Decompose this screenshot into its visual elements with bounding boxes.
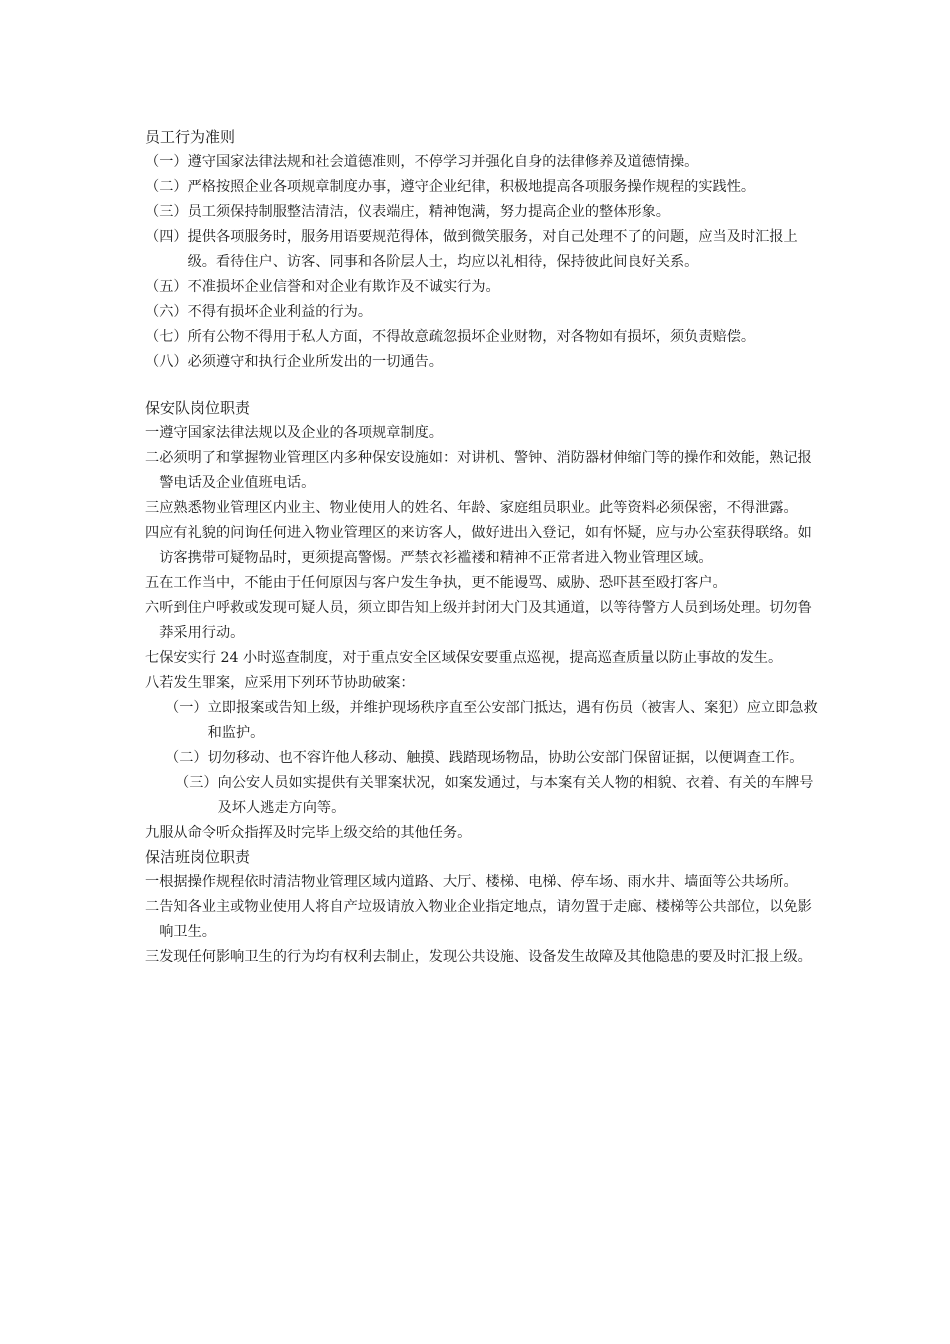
- list-item: [145, 325, 825, 350]
- item-number: （二）: [165, 750, 208, 766]
- item-number: （一）: [145, 154, 188, 170]
- item-text: 告知各业主或物业使用人将自产垃圾请放入物业企业指定地点，请勿置于走廊、楼梯等公共部位，以免影响卫生。: [159, 899, 812, 940]
- list-item: [145, 175, 825, 200]
- list-item: [145, 225, 825, 275]
- list-item: [145, 446, 825, 496]
- item-text: 向公安人员如实提供有关罪案状况，如案发通过，与本案有关人物的相貌、衣着、有关的车牌号及坏人逃走方向等。: [217, 775, 814, 816]
- item-text: 严格按照企业各项规章制度办事，遵守企业纪律，积极地提高各项服务操作规程的实践性。: [187, 179, 756, 195]
- list-item: [145, 350, 825, 375]
- document-body: [145, 126, 825, 970]
- item-text: 必须明了和掌握物业管理区内多种保安设施如：对讲机、警钟、消防器材伸缩门等的操作和效能，熟记报警电话及企业值班电话。: [159, 450, 812, 491]
- item-number: 八: [145, 675, 160, 691]
- section-spacer: [145, 375, 825, 397]
- list-item: [145, 671, 825, 696]
- item-number: 五: [145, 575, 160, 591]
- item-text: 遵守国家法律法规和社会道德准则，不停学习并强化自身的法律修养及道德情操。: [187, 154, 699, 170]
- item-number: （八）: [145, 354, 188, 370]
- list-item: [145, 821, 825, 846]
- list-item: [145, 895, 825, 945]
- list-item: [145, 421, 825, 446]
- item-number: （一）: [165, 700, 208, 716]
- item-text: 提供各项服务时，服务用语要规范得体，做到微笑服务，对自己处理不了的问题，应当及时汇报上级。看待住户、访客、同事和各阶层人士，均应以礼相待，保持彼此间良好关系。: [187, 229, 798, 270]
- item-text: 必须遵守和执行企业所发出的一切通告。: [187, 354, 443, 370]
- item-text: 在工作当中，不能由于任何原因与客户发生争执，更不能谩骂、威胁、恐吓甚至殴打客户。: [159, 575, 727, 591]
- item-number: （三）: [175, 775, 218, 791]
- item-text: 应熟悉物业管理区内业主、物业使用人的姓名、年龄、家庭组员职业。此等资料必须保密，不得泄露。: [159, 500, 798, 516]
- section-title-cleaning-duties: 保洁班岗位职责: [145, 848, 251, 866]
- item-number: （六）: [145, 304, 188, 320]
- section-title-code-of-conduct: 员工行为准则: [145, 128, 236, 146]
- item-number: 七: [145, 650, 160, 666]
- list-item: [145, 496, 825, 521]
- item-number: （四）: [145, 229, 188, 245]
- item-text: 应有礼貌的问询任何进入物业管理区的来访客人，做好进出入登记，如有怀疑，应与办公室获得联络。如访客携带可疑物品时，更须提高警惕。严禁衣衫褴褛和精神不正常者进入物业管理区域。: [159, 525, 812, 566]
- item-text: 不得有损坏企业利益的行为。: [187, 304, 373, 320]
- item-text: 听到住户呼救或发现可疑人员，须立即告知上级并封闭大门及其通道，以等待警方人员到场处理。切勿鲁莽采用行动。: [159, 600, 812, 641]
- list-item: [145, 571, 825, 596]
- item-text: 立即报案或告知上级，并维护现场秩序直至公安部门抵达，遇有伤员（被害人、案犯）应立即急救和监护。: [207, 700, 818, 741]
- item-number: 二: [145, 899, 160, 915]
- item-number: 四: [145, 525, 160, 541]
- list-item: [145, 596, 825, 646]
- item-text: 切勿移动、也不容许他人移动、触摸、践踏现场物品，协助公安部门保留证据，以便调查工作。: [207, 750, 804, 766]
- item-number: （五）: [145, 279, 188, 295]
- list-item: [145, 521, 825, 571]
- item-number: （二）: [145, 179, 188, 195]
- item-number: （七）: [145, 329, 188, 345]
- item-number: 一: [145, 425, 160, 441]
- list-item: [145, 870, 825, 895]
- list-item: [145, 200, 825, 225]
- item-text: 发现任何影响卫生的行为均有权利去制止，发现公共设施、设备发生故障及其他隐患的要及时汇报上级。: [159, 949, 812, 965]
- list-item: [145, 646, 825, 671]
- item-text: 遵守国家法律法规以及企业的各项规章制度。: [159, 425, 443, 441]
- item-number: 三: [145, 500, 160, 516]
- cleaning-duties-list: [145, 870, 825, 970]
- list-item: [145, 300, 825, 325]
- item-text: 根据操作规程依时清洁物业管理区域内道路、大厅、楼梯、电梯、停车场、雨水井、墙面等公共场所。: [159, 874, 798, 890]
- item-text: 所有公物不得用于私人方面，不得故意疏忽损坏企业财物，对各物如有损坏，须负责赔偿。: [187, 329, 756, 345]
- code-of-conduct-list: [145, 150, 825, 375]
- item-text: 保安实行 24 小时巡查制度，对于重点安全区域保安要重点巡视，提高巡查质量以防止事故的发生。: [159, 650, 783, 666]
- list-item: [145, 275, 825, 300]
- item-text: 不准损坏企业信誉和对企业有欺诈及不诚实行为。: [187, 279, 500, 295]
- sub-list-item: [145, 696, 825, 746]
- item-number: 二: [145, 450, 160, 466]
- section-title-security-duties: 保安队岗位职责: [145, 399, 251, 417]
- sub-list-item: [145, 771, 825, 821]
- item-text: 员工须保持制服整洁清洁，仪表端庄，精神饱满，努力提高企业的整体形象。: [187, 204, 670, 220]
- item-number: （三）: [145, 204, 188, 220]
- item-text: 若发生罪案，应采用下列环节协助破案：: [159, 675, 415, 691]
- item-number: 三: [145, 949, 160, 965]
- security-duties-list: [145, 421, 825, 846]
- list-item: [145, 945, 825, 970]
- item-text: 服从命令听众指挥及时完毕上级交给的其他任务。: [159, 825, 472, 841]
- list-item: [145, 150, 825, 175]
- item-number: 六: [145, 600, 160, 616]
- sub-list-item: [145, 746, 825, 771]
- item-number: 一: [145, 874, 160, 890]
- item-number: 九: [145, 825, 160, 841]
